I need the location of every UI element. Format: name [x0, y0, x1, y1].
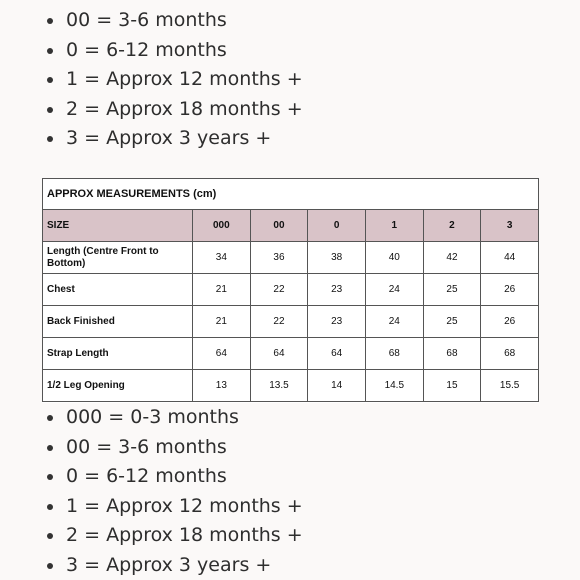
table-cell: 25 — [423, 274, 481, 306]
bullet-icon — [47, 107, 53, 113]
measurements-table — [42, 178, 539, 402]
table-row — [43, 274, 539, 306]
table-cell: 64 — [250, 338, 308, 370]
table-cell: 21 — [193, 306, 251, 338]
table-row — [43, 370, 539, 402]
bullet-icon — [47, 563, 53, 569]
list-item — [30, 36, 303, 66]
bullet-icon — [47, 415, 53, 421]
bullet-icon — [47, 445, 53, 451]
row-label: Strap Length — [43, 338, 193, 370]
list-item-text: 2 = Approx 18 months + — [66, 97, 303, 120]
table-cell: 23 — [308, 274, 366, 306]
table-cell: 22 — [250, 306, 308, 338]
list-item — [30, 65, 303, 95]
bullet-icon — [47, 504, 53, 510]
table-cell: 15 — [423, 370, 481, 402]
bullet-icon — [47, 474, 53, 480]
list-item — [30, 462, 303, 492]
table-cell: 68 — [365, 338, 423, 370]
column-header: SIZE — [43, 210, 193, 242]
table-cell: 26 — [481, 274, 539, 306]
list-item-text: 1 = Approx 12 months + — [66, 68, 303, 91]
table-cell: 22 — [250, 274, 308, 306]
table-cell: 25 — [423, 306, 481, 338]
list-item — [30, 433, 303, 463]
list-item — [30, 95, 303, 125]
list-item-text: 3 = Approx 3 years + — [66, 553, 272, 576]
table-cell: 26 — [481, 306, 539, 338]
list-item-text: 1 = Approx 12 months + — [66, 494, 303, 517]
table-row — [43, 306, 539, 338]
table-cell: 13 — [193, 370, 251, 402]
table-cell: 21 — [193, 274, 251, 306]
table-cell: 64 — [308, 338, 366, 370]
size-age-list-bottom — [30, 403, 303, 580]
size-age-list-top — [30, 6, 303, 154]
list-item — [30, 551, 303, 580]
row-label: Length (Centre Front to Bottom) — [43, 242, 193, 274]
list-item — [30, 124, 303, 154]
list-item-text: 00 = 3-6 months — [66, 9, 227, 31]
bullet-icon — [47, 533, 53, 539]
bullet-icon — [47, 18, 53, 24]
table-title-row — [43, 179, 539, 210]
column-header: 1 — [365, 210, 423, 242]
list-item — [30, 403, 303, 433]
table-row — [43, 242, 539, 274]
list-item — [30, 6, 303, 36]
table-cell: 40 — [365, 242, 423, 274]
table-cell: 36 — [250, 242, 308, 274]
table-cell: 42 — [423, 242, 481, 274]
table-cell: 13.5 — [250, 370, 308, 402]
bullet-icon — [47, 136, 53, 142]
bullet-icon — [47, 48, 53, 54]
column-header: 000 — [193, 210, 251, 242]
table-cell: 24 — [365, 306, 423, 338]
table-cell: 15.5 — [481, 370, 539, 402]
column-header: 2 — [423, 210, 481, 242]
table-cell: 64 — [193, 338, 251, 370]
table-row — [43, 338, 539, 370]
measurements-table-container — [42, 178, 539, 403]
table-cell: 38 — [308, 242, 366, 274]
column-header: 3 — [481, 210, 539, 242]
row-label: Back Finished — [43, 306, 193, 338]
table-cell: 23 — [308, 306, 366, 338]
table-cell: 68 — [481, 338, 539, 370]
row-label: 1/2 Leg Opening — [43, 370, 193, 402]
table-cell: 68 — [423, 338, 481, 370]
row-label: Chest — [43, 274, 193, 306]
table-header-row — [43, 210, 539, 242]
column-header: 00 — [250, 210, 308, 242]
list-item — [30, 521, 303, 551]
bullet-icon — [47, 77, 53, 83]
table-cell: 14 — [308, 370, 366, 402]
list-item-text: 000 = 0-3 months — [66, 406, 239, 428]
list-item-text: 3 = Approx 3 years + — [66, 127, 272, 150]
list-item-text: 0 = 6-12 months — [66, 465, 227, 488]
table-cell: 44 — [481, 242, 539, 274]
column-header: 0 — [308, 210, 366, 242]
list-item-text: 0 = 6-12 months — [66, 38, 227, 61]
list-item-text: 2 = Approx 18 months + — [66, 524, 303, 547]
list-item — [30, 492, 303, 522]
table-cell: 24 — [365, 274, 423, 306]
list-item-text: 00 = 3-6 months — [66, 435, 227, 458]
table-cell: 14.5 — [365, 370, 423, 402]
table-cell: 34 — [193, 242, 251, 274]
table-title: APPROX MEASUREMENTS (cm) — [43, 179, 539, 210]
